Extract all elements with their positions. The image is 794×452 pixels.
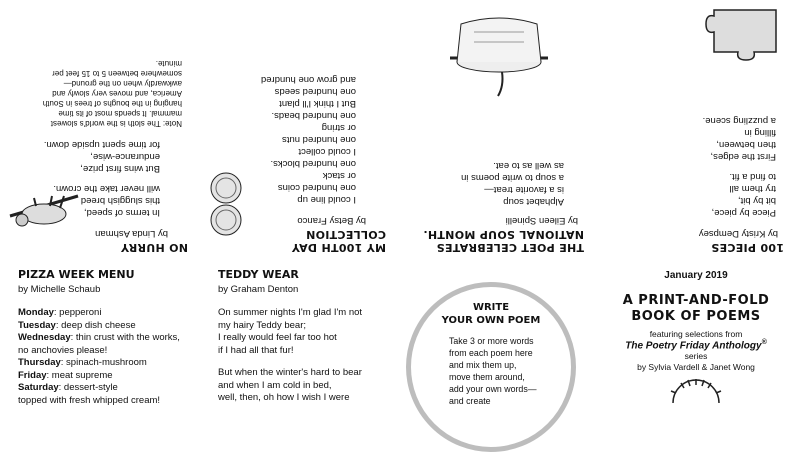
write-title-line-2: YOUR OWN POEM — [441, 315, 541, 326]
poem-author: by Betsy Franco — [297, 215, 366, 226]
poem-title: NO HURRY — [120, 241, 188, 254]
poem-line: First the edges, — [710, 151, 776, 162]
poem-line: well, then, oh how I wish I were — [218, 392, 350, 403]
note-line: somewhere between 5 to 15 feet per — [52, 69, 182, 78]
write-title-line-1: WRITE — [472, 302, 510, 313]
cover-anthology — [598, 339, 794, 351]
menu-line — [18, 395, 180, 408]
sloth-illustration — [8, 186, 80, 236]
poem-line: a soup to write poems in — [461, 172, 564, 183]
poem-line: one hundred seeds — [274, 86, 356, 97]
sun-icon — [661, 379, 731, 403]
write-line: Take 3 or more words — [449, 336, 534, 346]
menu-line — [18, 307, 180, 320]
menu-item: : pepperoni — [53, 307, 102, 318]
write-line: move them around, — [449, 372, 525, 382]
menu-line — [18, 345, 180, 358]
poem-line: one hundred blocks. — [270, 158, 356, 169]
write-your-own-poem-circle — [406, 282, 576, 452]
poem-title: PIZZA WEEK MENU — [18, 268, 135, 281]
menu-line — [18, 370, 180, 383]
cover-panel — [598, 262, 794, 416]
write-line: from each poem here — [449, 348, 533, 358]
registered-mark: ® — [761, 339, 767, 346]
poem-line: or stack — [322, 170, 356, 181]
write-instructions — [411, 335, 571, 407]
cover-title-line-1: A PRINT-AND-FOLD — [622, 293, 770, 308]
menu-item: : dessert-style — [58, 382, 118, 393]
poem-pizza-week — [0, 262, 198, 416]
note-line: Note: The sloth is the world's slowest — [50, 119, 182, 128]
poem-line: to find a fit. — [729, 171, 776, 182]
write-line: add your own words— — [449, 384, 537, 394]
poem-title: 100 PIECES — [711, 241, 784, 254]
write-line: and create — [449, 396, 491, 406]
menu-item: topped with fresh whipped cream! — [18, 394, 161, 406]
poem-line: Piece by piece, — [711, 207, 776, 218]
poem-line: and when I am cold in bed, — [218, 379, 332, 391]
poem-line: But I think I'll plant — [279, 98, 356, 109]
anthology-title: The Poetry Friday Anthology — [625, 340, 762, 352]
menu-item: : spinach-mushroom — [60, 357, 147, 368]
menu-day: Monday — [18, 307, 54, 318]
poem-line: or string — [321, 122, 356, 133]
poem-title: MY 100TH DAY COLLECTION — [291, 228, 386, 254]
poem-100th-day — [198, 0, 396, 262]
poem-teddy-wear — [200, 262, 398, 416]
soup-pot-illustration — [444, 12, 554, 102]
poem-line: my hairy Teddy bear; — [218, 319, 307, 331]
cover-title — [598, 293, 794, 325]
write-line: and mix them up, — [449, 360, 517, 370]
poem-line: if I had all that fur! — [218, 344, 294, 356]
poem-line: is a favorite treat— — [484, 184, 564, 195]
menu-day: Tuesday — [18, 319, 56, 331]
menu-item: no anchovies please! — [18, 344, 108, 356]
poem-title: TEDDY WEAR — [218, 268, 299, 281]
poem-line: endurance-wise, — [90, 151, 160, 162]
cover-date: January 2019 — [664, 270, 728, 281]
note-line: awkwardly when on the ground— — [63, 79, 182, 88]
poem-line: this sluggish breed — [80, 195, 160, 206]
poem-line: one hundred coins — [277, 182, 356, 193]
cover-title-line-2: BOOK OF POEMS — [631, 309, 761, 324]
poem-line: On summer nights I'm glad I'm not — [218, 307, 363, 318]
poem-line: But wins first prize, — [80, 163, 160, 174]
poem-line: try them all — [729, 183, 776, 194]
poem-line: a puzzling scene. — [702, 115, 776, 126]
poem-line: for time spent upside down. — [43, 139, 160, 150]
poem-line: will never take the crown. — [53, 183, 160, 194]
menu-line — [18, 382, 180, 395]
note-line: America, and moves very slowly and — [52, 89, 182, 98]
cover-editors: by Sylvia Vardell & Janet Wong — [637, 362, 755, 373]
poem-title — [406, 228, 584, 254]
write-title — [411, 301, 571, 327]
poem-line: then between, — [716, 139, 776, 150]
menu-day: Friday — [18, 369, 47, 381]
poem-no-hurry — [0, 0, 198, 262]
menu-item: : meat supreme — [46, 369, 113, 381]
menu-item: : deep dish cheese — [55, 319, 136, 331]
note-line: minute. — [155, 59, 182, 68]
poem-line: I really would feel far too hot — [218, 332, 337, 343]
note-line: hanging in the boughs of trees in South — [42, 99, 182, 108]
menu-line — [18, 357, 180, 370]
cover-featuring: featuring selections from — [649, 329, 743, 339]
puzzle-piece-illustration — [704, 7, 784, 62]
poem-line: I could collect — [298, 146, 356, 157]
poem-line: Alphabet soup — [503, 196, 564, 207]
poem-title-text: THE POET CELEBRATES NATIONAL SOUP MONTH. — [423, 228, 584, 254]
coins-illustration — [206, 168, 246, 238]
poem-line: bit by bit, — [737, 195, 776, 206]
menu-item: : thin crust with the works, — [70, 332, 180, 343]
poem-author: by Linda Ashman — [95, 228, 168, 239]
poem-line: and grow one hundred — [260, 74, 356, 85]
poem-line: But when the winter's hard to bear — [218, 367, 362, 378]
menu-line — [18, 332, 180, 345]
menu-day: Thursday — [18, 357, 61, 368]
poem-line: In terms of speed, — [83, 207, 160, 218]
poem-soup — [396, 0, 594, 262]
poem-line: as well as to eat. — [493, 160, 564, 171]
menu-line — [18, 320, 180, 333]
poem-line: one hundred beads. — [271, 110, 356, 121]
menu-day: Saturday — [18, 382, 59, 393]
cover-series: series — [684, 351, 708, 362]
note-line: mammal. It spends most of its time — [58, 109, 182, 118]
menu-day: Wednesday — [18, 332, 71, 343]
poem-line: I could line up — [297, 194, 356, 205]
poem-line: one hundred nuts — [282, 134, 356, 145]
poem-100-pieces — [594, 0, 794, 262]
poem-author: by Eileen Spinelli — [505, 215, 578, 226]
poem-author: by Kristy Dempsey — [698, 228, 778, 239]
poem-line: filling in — [744, 127, 776, 138]
poem-author: by Graham Denton — [218, 284, 299, 295]
poem-author: by Michelle Schaub — [18, 284, 101, 295]
